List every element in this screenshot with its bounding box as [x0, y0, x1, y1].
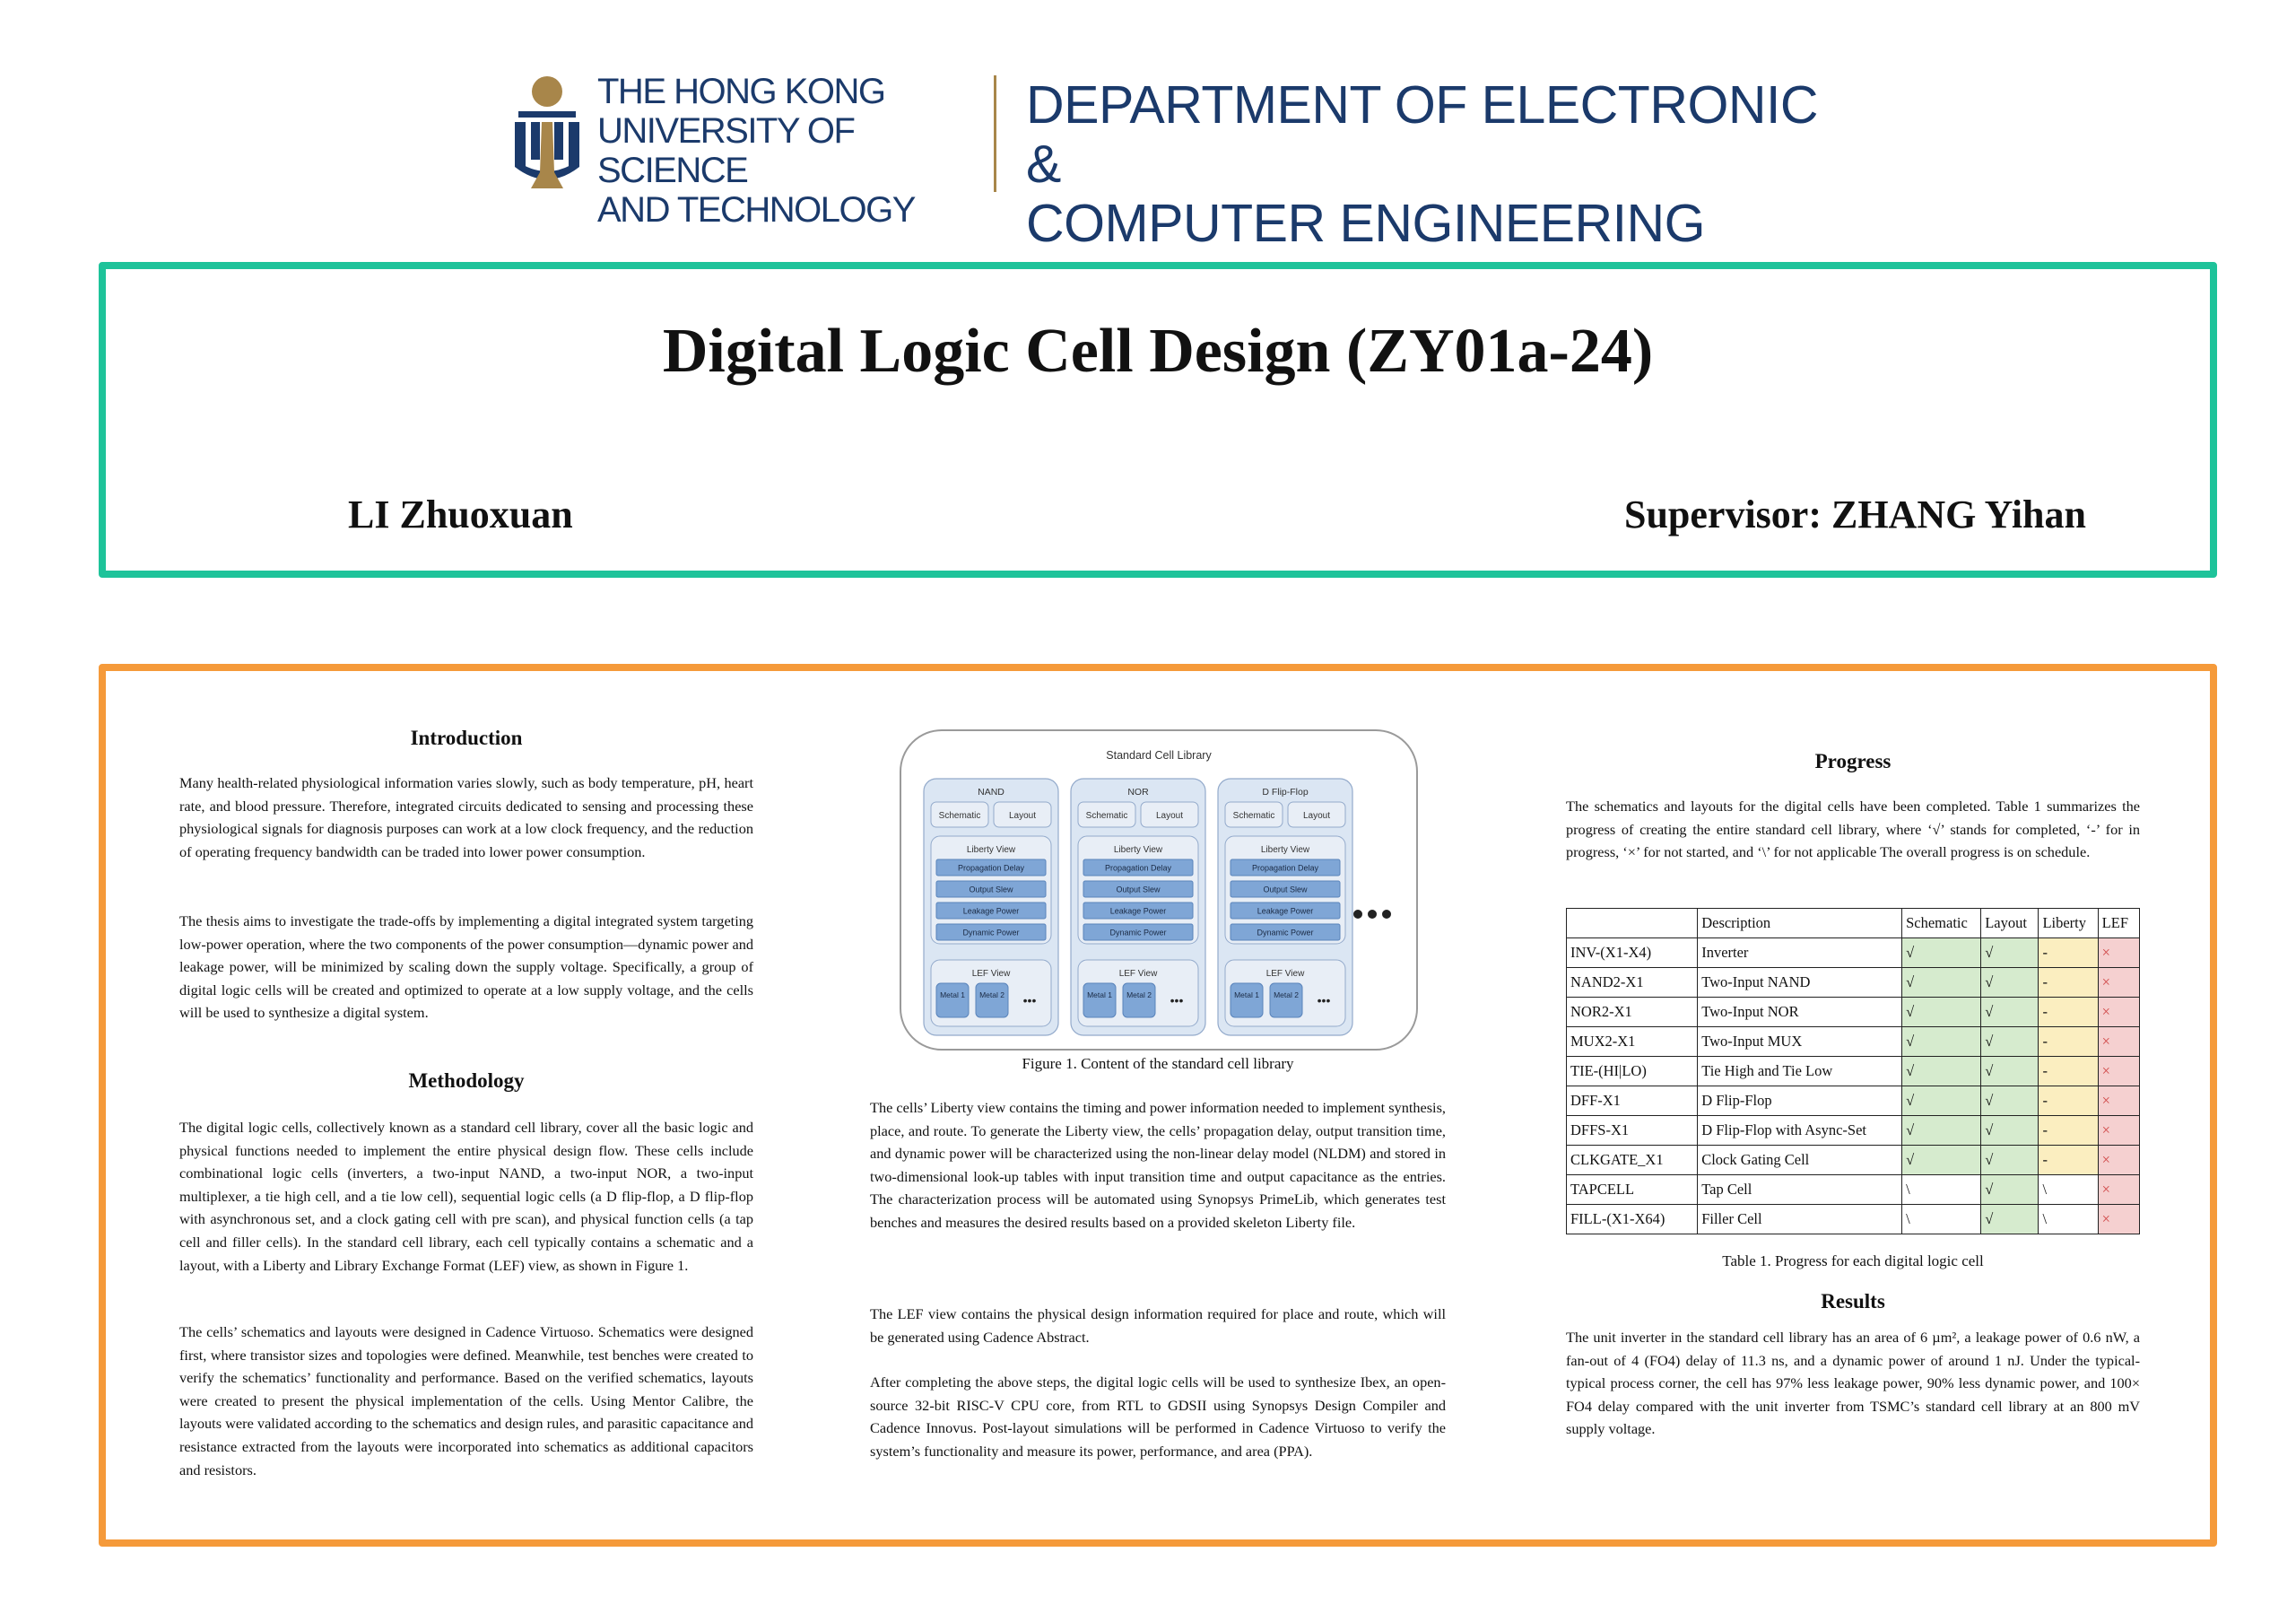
liberty-item-label: Dynamic Power: [962, 928, 1020, 937]
table-cell-status: -: [2039, 1146, 2098, 1175]
metal-1-label: Metal 1: [1234, 990, 1259, 999]
liberty-item-label: Dynamic Power: [1109, 928, 1167, 937]
table-row: [1567, 1057, 2140, 1086]
supervisor-name: Supervisor: ZHANG Yihan: [1623, 493, 2086, 536]
lef-view-paragraph: The LEF view contains the physical design information required for place and route, which will be generated using Cadence Abstract.: [870, 1305, 1446, 1346]
table-row: [1567, 1175, 2140, 1205]
table-cell-status: -: [2039, 1116, 2098, 1146]
liberty-item-label: Leakage Power: [1257, 906, 1314, 916]
schematic-label: Schematic: [1232, 811, 1275, 821]
progress-table: [1566, 908, 2140, 1234]
table-header-cell: Description: [1698, 909, 1902, 938]
table-cell-status: √: [1981, 1057, 2039, 1086]
metal-2-label: Metal 2: [1126, 990, 1152, 999]
figure-ellipsis-icon: [1353, 910, 1391, 919]
figure-caption: Figure 1. Content of the standard cell library: [1022, 1055, 1294, 1072]
table-cell-name: NAND2-X1: [1567, 968, 1698, 998]
cell-column: [1071, 779, 1205, 1035]
table-header-row: [1567, 909, 2140, 938]
metal-2-box: [1270, 983, 1302, 1017]
liberty-item-label: Output Slew: [969, 885, 1013, 894]
table-cell-status: √: [1981, 938, 2039, 968]
synthesis-paragraph: After completing the above steps, the digital logic cells will be used to synthesize Ibex, an open-source 32-bit RISC-V CPU core, from RTL to GDSII using Synopsys Design Compiler and Cadence Innovus. Post-layout simulations will be performed in Cadence Virtuoso to verify the system’s functionality and measure its power, performance, and area (PPA).: [870, 1373, 1446, 1460]
table-cell-status: √: [1902, 1057, 1981, 1086]
table-cell-status: ×: [2098, 1175, 2139, 1205]
table-cell-status: ×: [2098, 1116, 2139, 1146]
liberty-view-label: Liberty View: [1260, 845, 1310, 855]
department-name: [1026, 75, 1833, 253]
university-name: [597, 72, 1010, 230]
table-cell-description: Two-Input MUX: [1698, 1027, 1902, 1057]
lef-ellipsis-icon: •••: [1317, 993, 1331, 1007]
schematic-label: Schematic: [1085, 811, 1128, 821]
liberty-view-label: Liberty View: [1113, 845, 1163, 855]
table-row: [1567, 1086, 2140, 1116]
table-cell-name: TAPCELL: [1567, 1175, 1698, 1205]
lef-ellipsis-icon: •••: [1170, 993, 1184, 1007]
liberty-view-label: Liberty View: [966, 845, 1016, 855]
table-cell-status: ×: [2098, 1146, 2139, 1175]
progress-table-body: [1567, 938, 2140, 1234]
methodology-paragraph-2: The cells’ schematics and layouts were designed in Cadence Virtuoso. Schematics were designed first, where transistor sizes and topologies were defined. Meanwhile, test benches were created to verify the schematics’ functionality and performance. Based on the verified schematics, layouts were created to present the physical implementation of the cells. Using Mentor Calibre, the layouts were validated according to the schematics and design rules, and parasitic capacitance and resistance extracted from the layouts were incorporated into schematics as additional capacitors and resistors.: [179, 1323, 753, 1478]
table-cell-status: √: [1902, 998, 1981, 1027]
table-cell-status: √: [1902, 1146, 1981, 1175]
table-row: [1567, 998, 2140, 1027]
title-box: [99, 262, 2217, 578]
liberty-item-label: Dynamic Power: [1257, 928, 1314, 937]
table-cell-status: \: [2039, 1205, 2098, 1234]
table-cell-name: DFF-X1: [1567, 1086, 1698, 1116]
table-cell-status: \: [1902, 1175, 1981, 1205]
liberty-item-label: Leakage Power: [962, 906, 1020, 916]
liberty-item-label: Propagation Delay: [1104, 863, 1172, 873]
table-cell-status: \: [1902, 1205, 1981, 1234]
table-header-cell: Liberty: [2039, 909, 2098, 938]
table-cell-status: √: [1981, 998, 2039, 1027]
progress-paragraph: The schematics and layouts for the digital cells have been completed. Table 1 summarizes the progress of creating the entire standard cell library, where ‘√’ stands for completed, ‘-’ for in progress, ‘×’ for not started, and ‘\’ for not applicable The overall progress is on schedule.: [1566, 798, 2140, 861]
table-cell-name: NOR2-X1: [1567, 998, 1698, 1027]
university-logo-icon: [511, 74, 583, 194]
table-cell-description: Tap Cell: [1698, 1175, 1902, 1205]
cell-name-label: NOR: [1127, 787, 1149, 798]
table-cell-status: √: [1902, 1116, 1981, 1146]
table-cell-description: Two-Input NAND: [1698, 968, 1902, 998]
table-cell-status: √: [1902, 1086, 1981, 1116]
university-name-line: THE HONG KONG: [597, 72, 885, 111]
table-cell-status: ×: [2098, 968, 2139, 998]
standard-cell-library-figure: [899, 728, 1419, 1051]
department-name-line: COMPUTER ENGINEERING: [1026, 194, 1706, 253]
introduction-paragraph-1: Many health-related physiological information varies slowly, such as body temperature, pH, heart rate, and blood pressure. Therefore, integrated circuits dedicated to sensing and processing these physiological signals for diagnosis purposes can work at a low clock frequency, and the reduction of operating frequency bandwidth can be traded into lower power consumption.: [179, 774, 753, 860]
table-cell-status: -: [2039, 1057, 2098, 1086]
header: [502, 70, 1821, 253]
table-row: [1567, 968, 2140, 998]
table-cell-status: √: [1981, 1086, 2039, 1116]
cell-name-label: NAND: [978, 787, 1004, 798]
table-row: [1567, 1146, 2140, 1175]
table-cell-status: ×: [2098, 1205, 2139, 1234]
metal-2-box: [1123, 983, 1155, 1017]
table-cell-name: MUX2-X1: [1567, 1027, 1698, 1057]
table-cell-description: Two-Input NOR: [1698, 998, 1902, 1027]
results-heading: Results: [1821, 1290, 1885, 1312]
liberty-view-paragraph: The cells’ Liberty view contains the timing and power information needed to implement synthesis, place, and route. To generate the Liberty view, the cells’ propagation delay, output transition time, and dynamic power will be characterized using the non-linear delay model (NLDM) and stored in two-dimensional look-up tables with input transition time and output capacitance as the entries. The characterization process will be automated using Synopsys PrimeLib, which generates test benches and measures the desired results based on a provided skeleton Liberty file.: [870, 1099, 1446, 1231]
metal-1-box: [936, 983, 969, 1017]
metal-1-label: Metal 1: [1087, 990, 1112, 999]
content-box: [99, 664, 2217, 1547]
liberty-item-label: Output Slew: [1263, 885, 1308, 894]
results-paragraph: The unit inverter in the standard cell library has an area of 6 µm², a leakage power of 0.6 nW, a fan-out of 4 (FO4) delay of 11.3 ns, and a dynamic power of around 1 nJ. Under the typical-typical process corner, the cell has 97% less leakage power, 90% less dynamic power, and 100× FO4 delay compared with the unit inverter from TSMC’s standard cell library at an 800 mV supply voltage.: [1566, 1329, 2140, 1438]
metal-1-box: [1083, 983, 1116, 1017]
metal-1-label: Metal 1: [940, 990, 965, 999]
table-cell-status: √: [1902, 1027, 1981, 1057]
table-header-cell: LEF: [2098, 909, 2139, 938]
table-cell-status: -: [2039, 938, 2098, 968]
table-header-cell: Schematic: [1902, 909, 1981, 938]
table-cell-name: FILL-(X1-X64): [1567, 1205, 1698, 1234]
table-cell-status: √: [1902, 938, 1981, 968]
lef-view-label: LEF View: [1265, 969, 1305, 979]
table-cell-name: TIE-(HI|LO): [1567, 1057, 1698, 1086]
table-cell-status: -: [2039, 1027, 2098, 1057]
table-cell-name: CLKGATE_X1: [1567, 1146, 1698, 1175]
department-name-line: DEPARTMENT OF ELECTRONIC &: [1026, 75, 1818, 194]
table-cell-status: -: [2039, 968, 2098, 998]
table-cell-status: √: [1981, 1205, 2039, 1234]
table-cell-name: DFFS-X1: [1567, 1116, 1698, 1146]
table-cell-description: Inverter: [1698, 938, 1902, 968]
layout-label: Layout: [1155, 811, 1184, 821]
methodology-heading: Methodology: [408, 1069, 525, 1092]
table-caption: Table 1. Progress for each digital logic cell: [1722, 1252, 1984, 1269]
table-cell-description: Filler Cell: [1698, 1205, 1902, 1234]
table-row: [1567, 1205, 2140, 1234]
table-cell-description: D Flip-Flop with Async-Set: [1698, 1116, 1902, 1146]
table-cell-status: √: [1981, 1175, 2039, 1205]
header-divider: [994, 75, 996, 192]
liberty-item-label: Output Slew: [1116, 885, 1161, 894]
table-cell-status: √: [1981, 1116, 2039, 1146]
metal-2-box: [976, 983, 1008, 1017]
figure-title: Standard Cell Library: [1106, 749, 1212, 762]
table-row: [1567, 1027, 2140, 1057]
table-header-cell: [1567, 909, 1698, 938]
introduction-heading: Introduction: [410, 727, 523, 749]
table-row: [1567, 1116, 2140, 1146]
table-cell-status: √: [1981, 1027, 2039, 1057]
methodology-paragraph-1: The digital logic cells, collectively known as a standard cell library, cover all the basic logic and physical functions needed to implement the entire physical design flow. These cells include combinational logic cells (inverters, a two-input NAND, a two-input NOR, a two-input multiplexer, a tie high cell, and a tie low cell), sequential logic cells (a D flip-flop, a D flip-flop with asynchronous set, and a clock gating cell with pre scan), and physical function cells (a tap cell and filler cells). In the standard cell library, each cell typically contains a schematic and a layout, with a Liberty and Library Exchange Format (LEF) view, as shown in Figure 1.: [179, 1119, 753, 1274]
table-cell-status: ×: [2098, 1027, 2139, 1057]
table-cell-status: \: [2039, 1175, 2098, 1205]
university-name-line: UNIVERSITY OF SCIENCE: [597, 111, 855, 190]
lef-ellipsis-icon: •••: [1022, 993, 1037, 1007]
metal-1-box: [1231, 983, 1263, 1017]
metal-2-label: Metal 2: [1274, 990, 1299, 999]
table-cell-status: ×: [2098, 1057, 2139, 1086]
lef-view-label: LEF View: [1118, 969, 1158, 979]
liberty-item-label: Propagation Delay: [957, 863, 1025, 873]
table-header-cell: Layout: [1981, 909, 2039, 938]
table-cell-status: -: [2039, 1086, 2098, 1116]
table-cell-description: Tie High and Tie Low: [1698, 1057, 1902, 1086]
cell-name-label: D Flip-Flop: [1262, 787, 1309, 798]
introduction-paragraph-2: The thesis aims to investigate the trade-offs by implementing a digital integrated system targeting low-power operation, where the two components of the power consumption—dynamic power and leakage power, will be minimized by scaling down the supply voltage. Specifically, a group of digital logic cells will be created and optimized to operate at a low supply voltage, and the cells will be used to synthesize a digital system.: [179, 912, 753, 1022]
table-cell-status: ×: [2098, 938, 2139, 968]
table-cell-description: D Flip-Flop: [1698, 1086, 1902, 1116]
cell-column: [924, 779, 1058, 1035]
liberty-item-label: Leakage Power: [1109, 906, 1167, 916]
cell-columns: [924, 779, 1352, 1035]
table-cell-status: ×: [2098, 1086, 2139, 1116]
poster-title: Digital Logic Cell Design (ZY01a-24): [662, 317, 1654, 386]
layout-label: Layout: [1302, 811, 1331, 821]
table-row: [1567, 938, 2140, 968]
progress-heading: Progress: [1814, 750, 1892, 772]
table-cell-status: ×: [2098, 998, 2139, 1027]
lef-view-label: LEF View: [971, 969, 1011, 979]
table-cell-description: Clock Gating Cell: [1698, 1146, 1902, 1175]
cell-column: [1218, 779, 1352, 1035]
author-name: LI Zhuoxuan: [348, 493, 573, 536]
table-cell-status: √: [1981, 968, 2039, 998]
schematic-label: Schematic: [938, 811, 981, 821]
university-name-line: AND TECHNOLOGY: [597, 190, 915, 230]
table-cell-status: √: [1902, 968, 1981, 998]
liberty-item-label: Propagation Delay: [1251, 863, 1319, 873]
metal-2-label: Metal 2: [979, 990, 1004, 999]
table-cell-name: INV-(X1-X4): [1567, 938, 1698, 968]
layout-label: Layout: [1008, 811, 1037, 821]
table-cell-status: √: [1981, 1146, 2039, 1175]
table-cell-status: -: [2039, 998, 2098, 1027]
